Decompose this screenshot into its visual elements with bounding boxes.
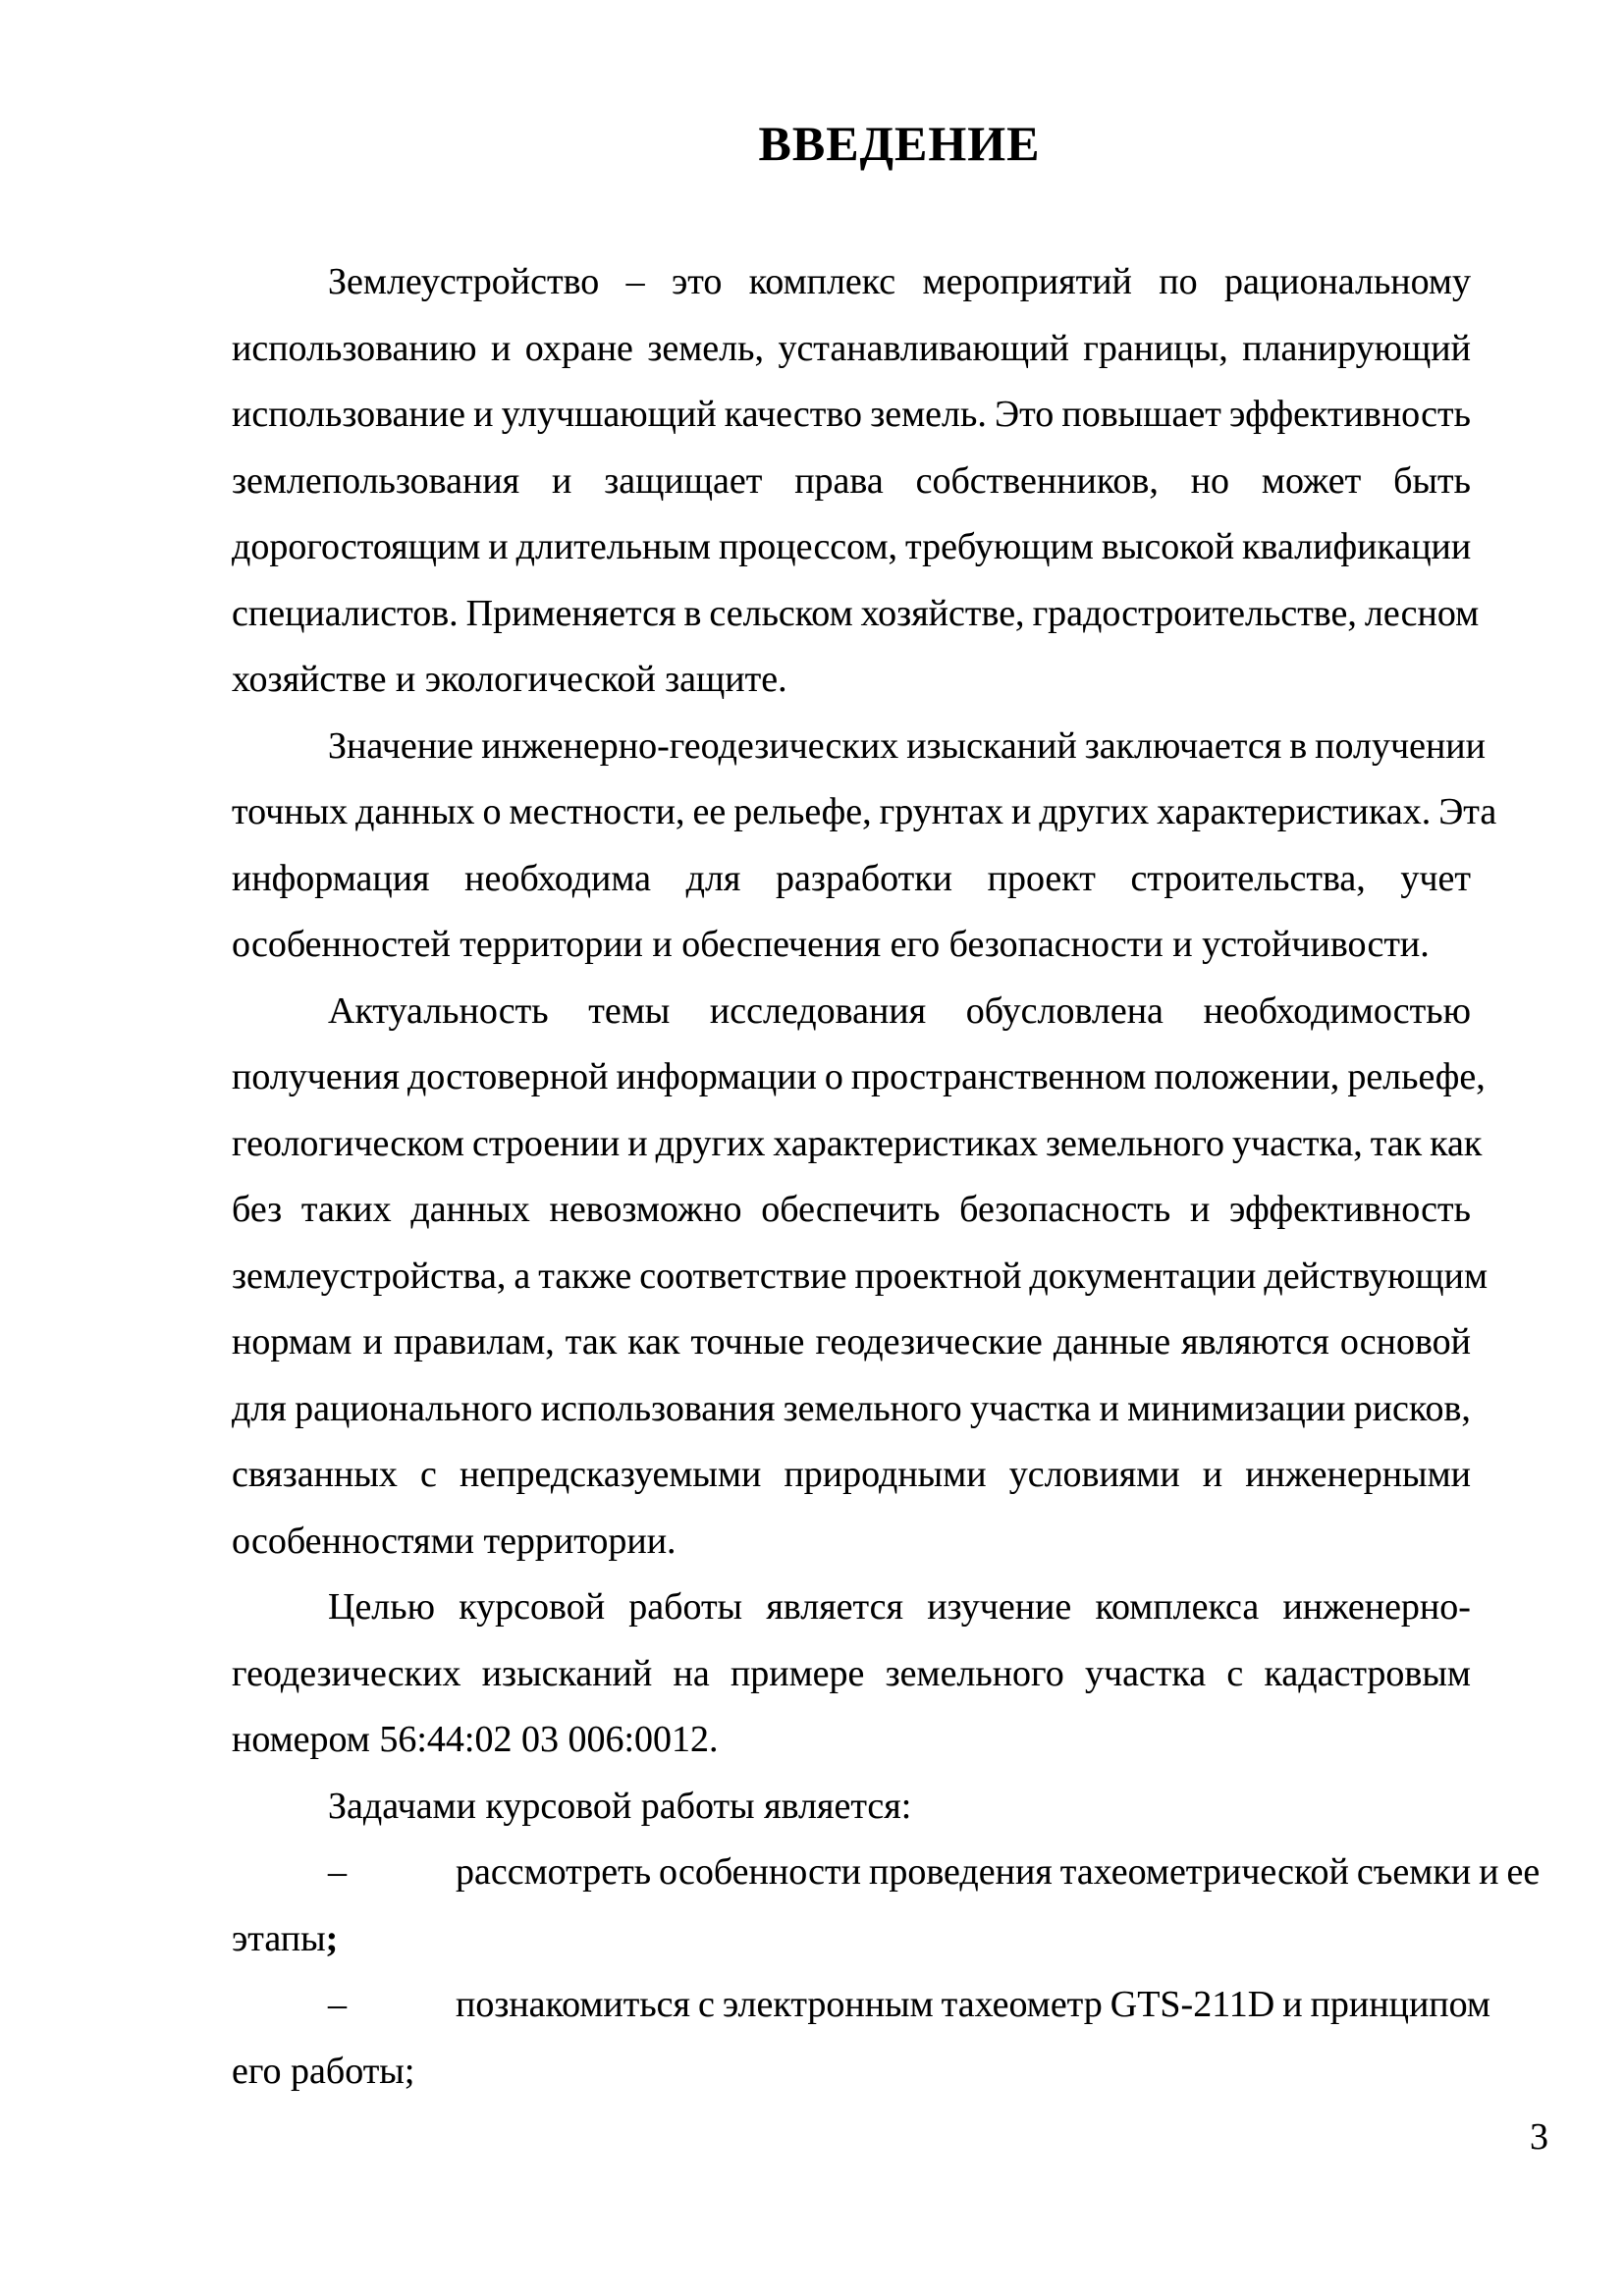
word: строении — [471, 1122, 621, 1164]
word: участка, — [1232, 1122, 1363, 1164]
word: и — [1099, 1387, 1119, 1429]
word: Значение — [328, 724, 474, 767]
word: с — [419, 1454, 437, 1495]
text-line — [232, 1972, 1490, 2039]
word: границы, — [1083, 327, 1228, 369]
word: дорогостоящим — [232, 526, 481, 567]
text-line — [232, 514, 1471, 581]
word: земель. — [870, 394, 987, 435]
word: комплекса — [1095, 1586, 1260, 1628]
word: тахеометр — [941, 1984, 1103, 2025]
word: хозяйстве, — [860, 592, 1025, 634]
word: принципом — [1310, 1984, 1490, 2025]
word: и — [627, 1122, 648, 1164]
word: планирующий — [1242, 327, 1471, 369]
word: Применяется — [465, 592, 677, 634]
text-line — [232, 714, 1486, 780]
text-line: особенностей территории и обеспечения его безопасности и устойчивости. — [232, 924, 1430, 965]
word: исследования — [709, 989, 927, 1032]
word: GTS-211D — [1110, 1984, 1275, 2025]
word: комплекс — [748, 261, 896, 302]
word: кадастровым — [1264, 1652, 1471, 1694]
word: также — [538, 1255, 632, 1297]
word: для — [685, 857, 741, 899]
word: земельного — [783, 1387, 962, 1429]
word: точные — [690, 1321, 805, 1362]
word: длительным — [515, 526, 711, 567]
word: получении — [1315, 724, 1486, 767]
word: обеспечить — [761, 1189, 941, 1230]
word: квалификации — [1242, 526, 1472, 567]
word: характеристиках. — [1157, 791, 1432, 832]
word: являются — [1181, 1321, 1329, 1362]
page-number: 3 — [1530, 2116, 1548, 2158]
word: других — [655, 1122, 766, 1164]
word: рационального — [295, 1387, 533, 1429]
word: данные — [1053, 1321, 1171, 1362]
word: необходимостью — [1203, 989, 1471, 1032]
text-line — [232, 1376, 1471, 1443]
word: электронным — [722, 1984, 934, 2025]
page-title: ВВЕДЕНИЕ — [758, 116, 1041, 171]
word: минимизации — [1127, 1387, 1346, 1429]
word: в — [1289, 724, 1308, 767]
word: нормам — [232, 1321, 352, 1362]
text-line — [232, 779, 1497, 846]
word: учет — [1400, 857, 1471, 899]
word: правилам, — [393, 1321, 555, 1362]
word: использованию — [232, 327, 477, 369]
text-line: его работы; — [232, 2050, 415, 2092]
word: геологическом — [232, 1122, 464, 1164]
word: изысканий — [906, 724, 1077, 767]
text-line — [232, 846, 1471, 913]
word: высокой — [1101, 526, 1235, 567]
text-line — [232, 1044, 1486, 1111]
word: использования — [540, 1387, 776, 1429]
text-line — [232, 382, 1471, 449]
word: рациональному — [1223, 261, 1471, 302]
word: действующим — [1264, 1255, 1489, 1297]
word: познакомиться — [456, 1984, 691, 2025]
text-line: хозяйстве и экологической защите. — [232, 659, 787, 700]
word: без — [232, 1189, 283, 1230]
word: характеристиках — [773, 1122, 1038, 1164]
word: изучение — [927, 1586, 1072, 1628]
text-line — [232, 1309, 1471, 1376]
word: и — [488, 526, 509, 567]
word: по — [1159, 261, 1198, 302]
word: о — [824, 1056, 843, 1097]
word: съемки — [1356, 1851, 1472, 1893]
word: и — [552, 459, 572, 502]
word: и — [473, 394, 494, 435]
word: участка — [1084, 1652, 1207, 1694]
word: и — [1282, 1984, 1303, 2025]
word: геодезические — [815, 1321, 1043, 1362]
word: с — [1226, 1652, 1244, 1694]
word: рассмотреть — [456, 1851, 652, 1893]
word: и — [1011, 791, 1032, 832]
word: рисков, — [1353, 1387, 1471, 1429]
word: работы — [628, 1586, 743, 1628]
word: природными — [784, 1454, 987, 1495]
text-line — [232, 581, 1480, 648]
word: эффективность — [1229, 1189, 1471, 1230]
word: мероприятий — [922, 261, 1132, 302]
word: курсовой — [459, 1586, 606, 1628]
word: градостроительстве, — [1032, 592, 1357, 634]
word: местности, — [509, 791, 685, 832]
text-line — [232, 1906, 1471, 1973]
word: примере — [730, 1652, 865, 1694]
list-marker: – — [328, 1851, 347, 1893]
word: как — [1430, 1122, 1483, 1164]
word: использование — [232, 394, 465, 435]
word: таких — [300, 1189, 392, 1230]
word: так — [1370, 1122, 1423, 1164]
word: достоверной — [406, 1056, 609, 1097]
word: информации — [616, 1056, 817, 1097]
word: получения — [232, 1056, 400, 1097]
word: охране — [524, 327, 633, 369]
word: процессом, — [718, 526, 897, 567]
text-line — [232, 979, 1471, 1045]
word: проектной — [854, 1255, 1022, 1297]
word: землепользования — [232, 459, 520, 502]
word: улучшающий — [501, 394, 717, 435]
text-line — [232, 1244, 1489, 1310]
word: необходима — [464, 857, 652, 899]
word: Эта — [1438, 791, 1497, 832]
word: Это — [995, 394, 1055, 435]
word: так — [565, 1321, 618, 1362]
word: специалистов. — [232, 592, 459, 634]
word: права — [794, 459, 884, 502]
word: грунтах — [879, 791, 1004, 832]
word: проведения — [868, 1851, 1053, 1893]
word: а — [514, 1255, 531, 1297]
word: является — [766, 1586, 903, 1628]
word: – — [625, 261, 645, 302]
word: разработки — [776, 857, 952, 899]
word: о — [482, 791, 502, 832]
text-line — [232, 1641, 1471, 1708]
word: темы — [588, 989, 671, 1032]
text-segment: этапы — [232, 1917, 326, 1959]
word: особенности — [659, 1851, 861, 1893]
word: документации — [1029, 1255, 1257, 1297]
word: изысканий — [481, 1652, 653, 1694]
word: тахеометрической — [1059, 1851, 1349, 1893]
word: данных — [355, 791, 475, 832]
word: устанавливающий — [778, 327, 1069, 369]
word: как — [627, 1321, 680, 1362]
word: участка — [969, 1387, 1092, 1429]
word: инженерно- — [1282, 1586, 1471, 1628]
word: положении, — [1154, 1056, 1340, 1097]
word: точных — [232, 791, 349, 832]
word: ее — [1506, 1851, 1541, 1893]
word: это — [671, 261, 723, 302]
word: сельском — [709, 592, 853, 634]
word: безопасность — [959, 1189, 1171, 1230]
text-segment: ; — [325, 1917, 339, 1959]
text-line — [232, 1840, 1541, 1906]
word: быть — [1393, 459, 1471, 502]
word: земель, — [647, 327, 764, 369]
word: соответствие — [639, 1255, 847, 1297]
word: но — [1190, 459, 1230, 502]
word: Актуальность — [328, 989, 549, 1032]
word: качество — [724, 394, 863, 435]
word: земельного — [1045, 1122, 1224, 1164]
word: ее — [692, 791, 727, 832]
text-line — [232, 1442, 1471, 1509]
word: повышает — [1061, 394, 1221, 435]
word: защищает — [604, 459, 763, 502]
word: лесном — [1364, 592, 1480, 634]
word: Целью — [328, 1586, 435, 1628]
text-line: номером 56:44:02 03 006:0012. — [232, 1719, 719, 1760]
word: собственников, — [915, 459, 1159, 502]
word: информация — [232, 857, 430, 899]
word: и — [490, 327, 512, 369]
word: для — [232, 1387, 287, 1429]
word: требующим — [905, 526, 1094, 567]
word: данных — [410, 1189, 530, 1230]
word: рельефе, — [1347, 1056, 1486, 1097]
text-line: Задачами курсовой работы является: — [328, 1785, 912, 1827]
word: непредсказуемыми — [459, 1454, 762, 1495]
word: на — [673, 1652, 710, 1694]
word: земельного — [885, 1652, 1064, 1694]
word: и — [1189, 1189, 1211, 1230]
word: инженерными — [1245, 1454, 1471, 1495]
word: связанных — [232, 1454, 398, 1495]
list-marker: – — [328, 1984, 347, 2025]
text-line — [232, 316, 1471, 383]
word: с — [698, 1984, 715, 2025]
word: обусловлена — [965, 989, 1164, 1032]
word: заключается — [1084, 724, 1282, 767]
word: и — [362, 1321, 383, 1362]
text-line — [232, 249, 1471, 316]
word: эффективность — [1229, 394, 1471, 435]
document-body — [232, 249, 1541, 2105]
text-line — [232, 1111, 1483, 1178]
word: в — [683, 592, 702, 634]
word: и — [1479, 1851, 1499, 1893]
text-line — [232, 1177, 1471, 1244]
word: пространственном — [850, 1056, 1147, 1097]
text-line — [232, 1575, 1471, 1641]
word: других — [1039, 791, 1150, 832]
word: строительства, — [1130, 857, 1366, 899]
word: землеустройства, — [232, 1255, 507, 1297]
word: геодезических — [232, 1652, 461, 1694]
word: условиями — [1008, 1454, 1180, 1495]
text-line: особенностями территории. — [232, 1520, 677, 1562]
word: Землеустройство — [328, 261, 600, 302]
word: может — [1261, 459, 1362, 502]
word: невозможно — [549, 1189, 742, 1230]
word: инженерно-геодезических — [481, 724, 899, 767]
word: проект — [987, 857, 1096, 899]
word: и — [1202, 1454, 1223, 1495]
word: рельефе, — [733, 791, 872, 832]
word: основой — [1339, 1321, 1471, 1362]
text-line — [232, 449, 1471, 515]
